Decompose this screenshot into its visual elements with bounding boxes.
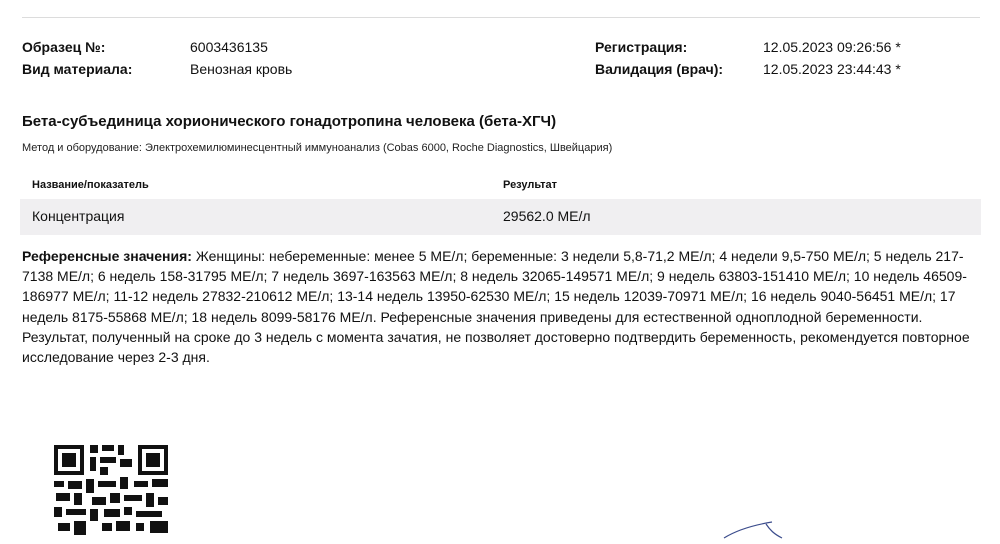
registration-label: Регистрация: xyxy=(595,39,688,55)
signature-icon xyxy=(720,520,800,539)
registration-value: 12.05.2023 09:26:56 * xyxy=(763,39,901,55)
table-header xyxy=(22,179,980,197)
sample-value: 6003436135 xyxy=(190,39,268,55)
row-result: 29562.0 МЕ/л xyxy=(503,208,591,224)
test-title: Бета-субъединица хорионического гонадотропина человека (бета-ХГЧ) xyxy=(22,113,557,130)
column-result-header: Результат xyxy=(503,179,558,191)
top-divider xyxy=(22,17,980,18)
reference-label: Референсные значения: xyxy=(22,248,192,264)
table-row xyxy=(20,199,981,235)
qr-code-icon xyxy=(52,443,172,539)
reference-values xyxy=(22,246,980,367)
row-name: Концентрация xyxy=(32,208,125,224)
reference-text: Женщины: небеременные: менее 5 МЕ/л; беременные: 3 недели 5,8-71,2 МЕ/л; 4 недели 9,5-750 МЕ/л; 5 недель 217-7138 МЕ/л; 6 недель 158-31795 МЕ/л; 7 недель 3697-163563 МЕ/л; 8 недель 32065-149571 МЕ/л; 9 недель 63803-151410 МЕ/л; 10 недель 46509-186977 МЕ/л; 11-12 недель 27832-210612 МЕ/л; 13-14 недель 13950-62530 МЕ/л; 15 недель 12039-70971 МЕ/л; 16 недель 9040-56451 МЕ/л; 17 недель 8175-55868 МЕ/л; 18 недель 8099-58176 МЕ/л. Референсные значения приведены для естественной одноплодной беременности. Результат, полученный на сроке до 3 недель с момента зачатия, не позволяет достоверно подтвердить беременность, рекомендуется повторное исследование через 2-3 дня. xyxy=(22,248,970,366)
column-name-header: Название/показатель xyxy=(32,179,149,191)
sample-label: Образец №: xyxy=(22,39,106,55)
validation-label: Валидация (врач): xyxy=(595,61,724,77)
test-method: Метод и оборудование: Электрохемилюминесцентный иммуноанализ (Cobas 6000, Roche Diagnostics, Швейцария) xyxy=(22,142,613,154)
validation-value: 12.05.2023 23:44:43 * xyxy=(763,61,901,77)
material-value: Венозная кровь xyxy=(190,61,293,77)
material-label: Вид материала: xyxy=(22,61,133,77)
